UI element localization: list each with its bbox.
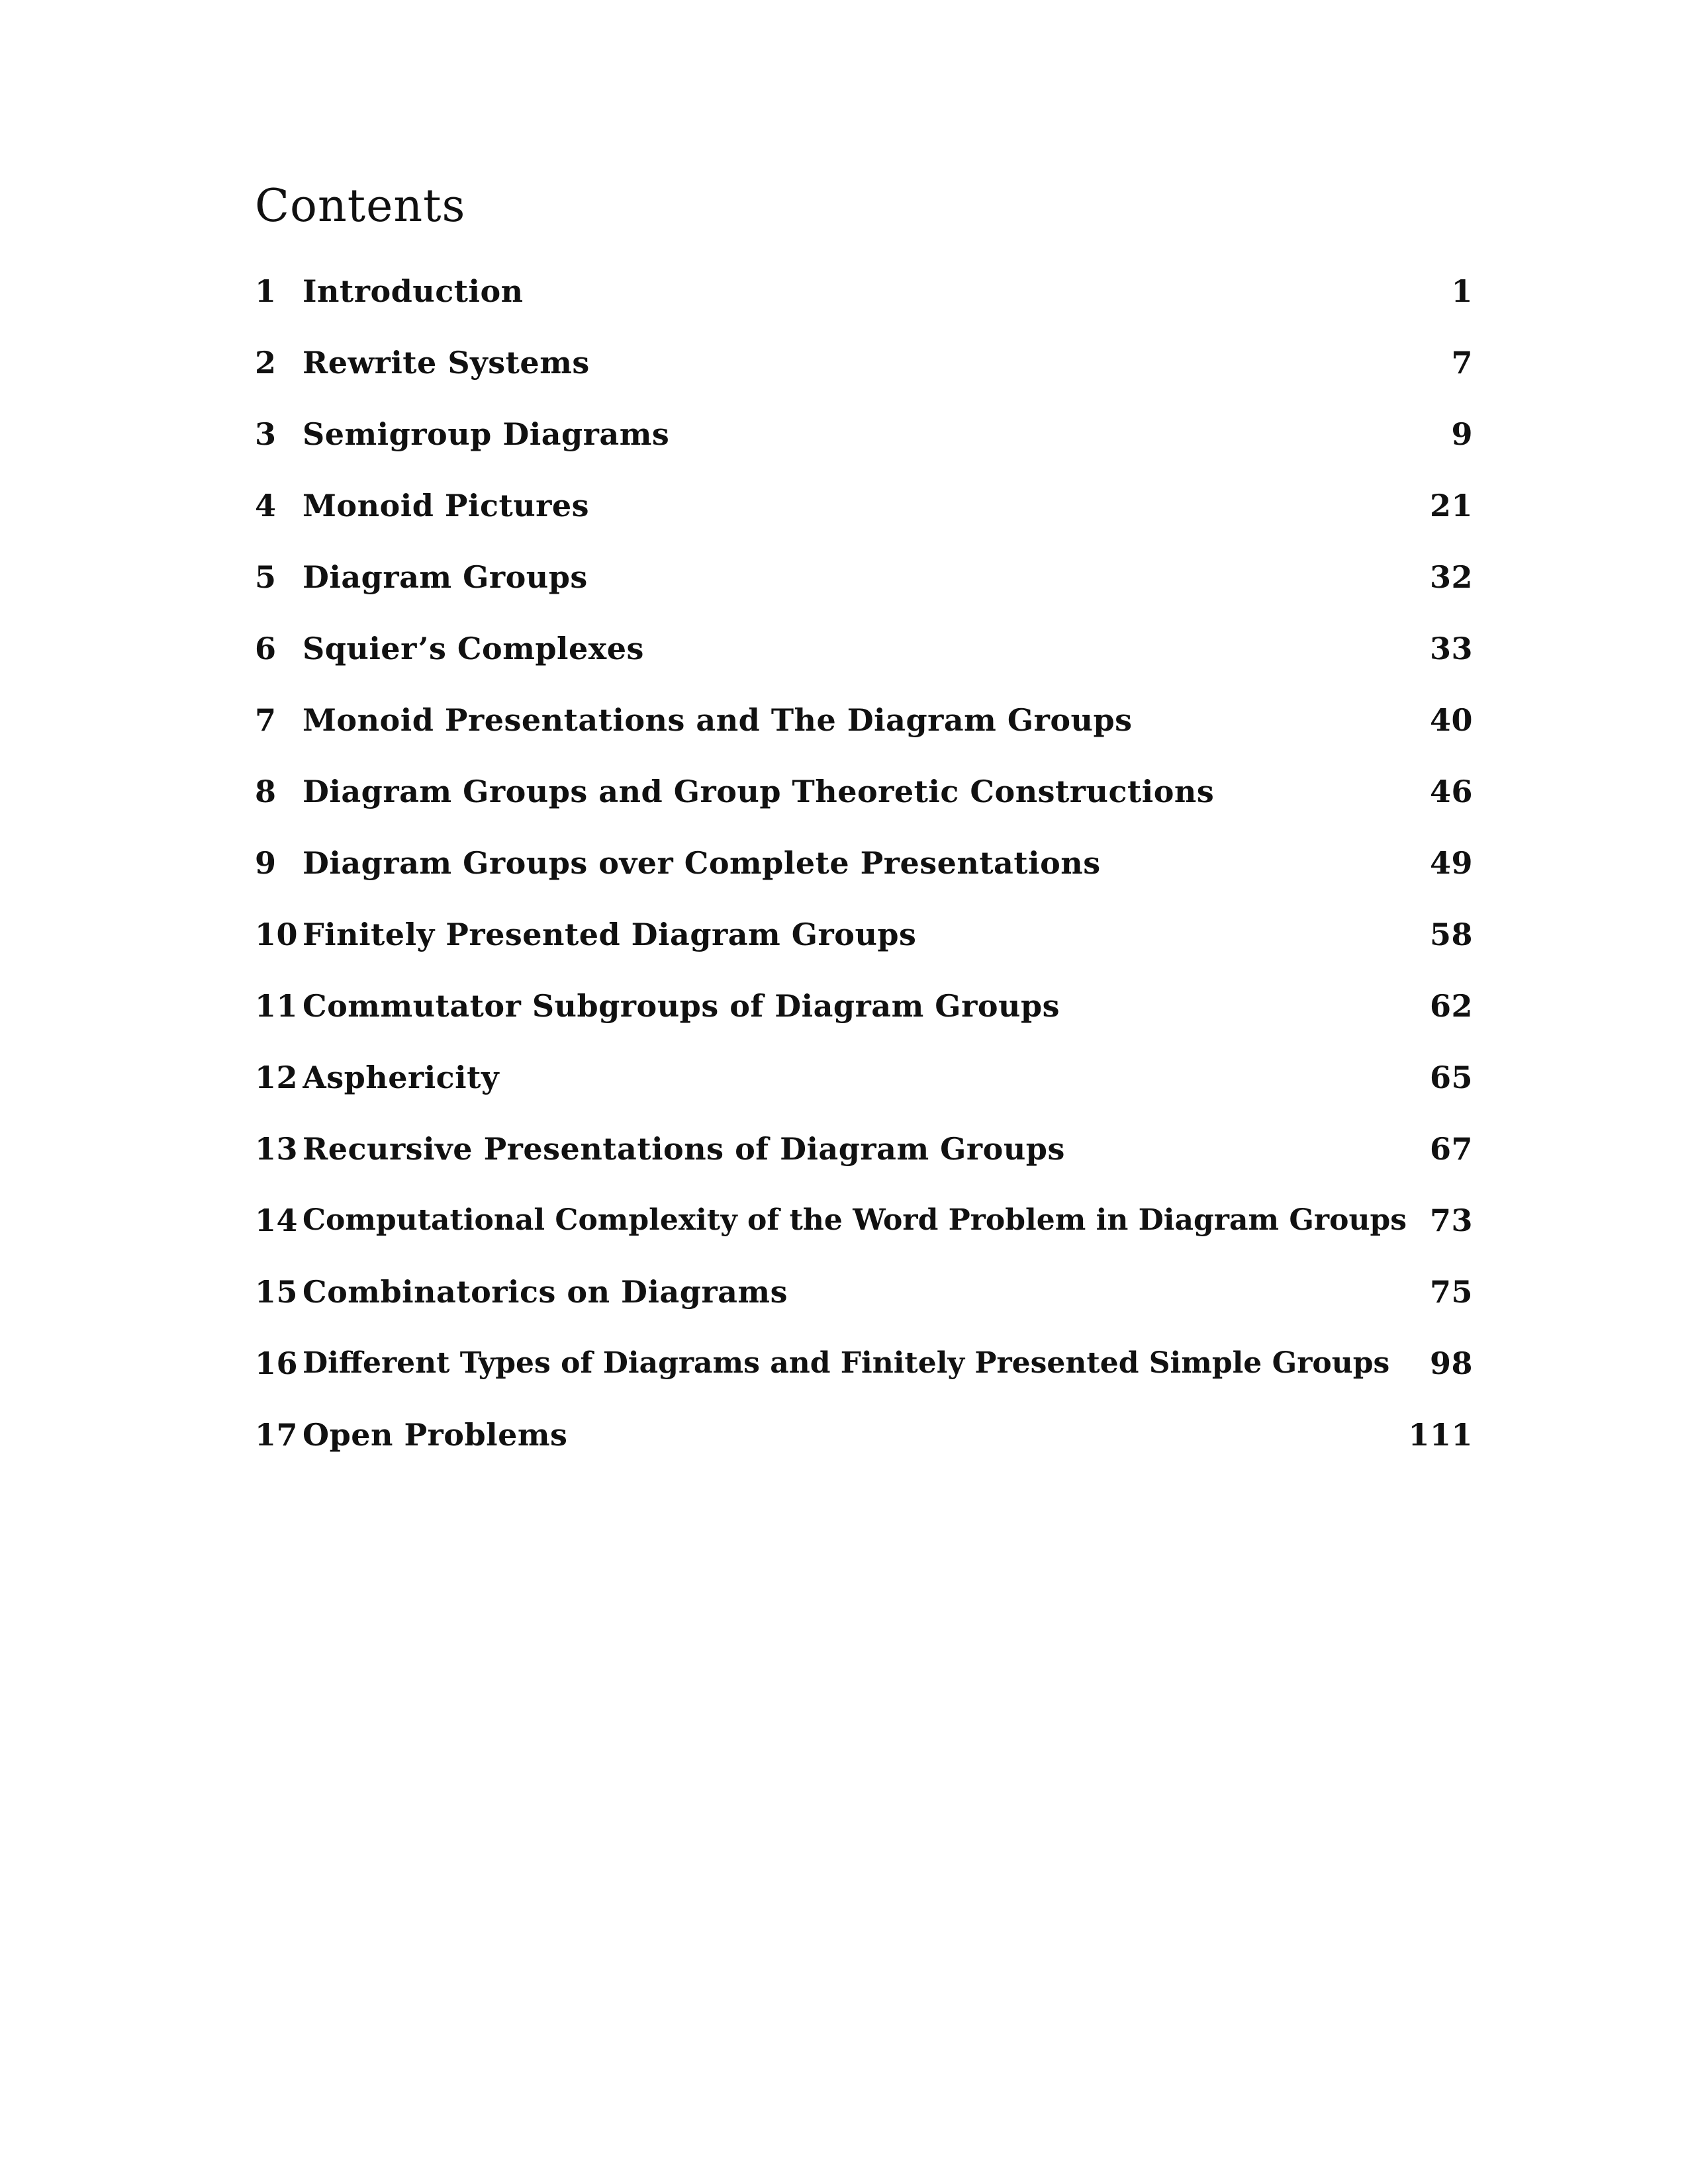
- toc-entry-title: Combinatorics on Diagrams: [303, 1274, 788, 1310]
- toc-entry[interactable]: [255, 486, 1473, 557]
- toc-entry-title: Diagram Groups and Group Theoretic Constructions: [303, 774, 1215, 809]
- toc-entry-page: 1: [1451, 273, 1473, 309]
- toc-entry-number: 16: [255, 1345, 299, 1381]
- toc-entry-number: 11: [255, 988, 299, 1024]
- toc-entry-title: Diagram Groups: [303, 559, 588, 595]
- toc-entry-title: Monoid Presentations and The Diagram Groups: [303, 702, 1133, 738]
- toc-entry[interactable]: [255, 557, 1473, 629]
- toc-entry-title: Semigroup Diagrams: [303, 416, 670, 452]
- table-of-contents: [255, 271, 1473, 1486]
- toc-entry-title: Finitely Presented Diagram Groups: [303, 917, 917, 952]
- toc-entry-title: Diagram Groups over Complete Presentations: [303, 845, 1101, 881]
- toc-entry-number: 12: [255, 1060, 299, 1095]
- toc-entry[interactable]: [255, 629, 1473, 700]
- toc-entry-number: 15: [255, 1274, 299, 1310]
- toc-entry-page: 32: [1429, 559, 1473, 595]
- toc-entry-page: 9: [1451, 416, 1473, 452]
- toc-entry-page: 73: [1429, 1203, 1473, 1238]
- toc-entry[interactable]: [255, 343, 1473, 414]
- toc-entry-page: 65: [1429, 1060, 1473, 1095]
- toc-entry-page: 46: [1429, 774, 1473, 809]
- toc-entry-page: 7: [1451, 345, 1473, 381]
- toc-entry-page: 33: [1429, 631, 1473, 666]
- toc-entry-number: 13: [255, 1131, 299, 1167]
- toc-entry[interactable]: [255, 843, 1473, 915]
- toc-entry-number: 3: [255, 416, 277, 452]
- toc-entry-title: Introduction: [303, 273, 524, 309]
- toc-entry-number: 17: [255, 1417, 299, 1453]
- toc-entry[interactable]: [255, 271, 1473, 343]
- toc-entry-page: 111: [1408, 1417, 1473, 1453]
- toc-entry[interactable]: [255, 700, 1473, 772]
- toc-entry[interactable]: [255, 915, 1473, 986]
- toc-entry-title: Rewrite Systems: [303, 345, 590, 381]
- toc-entry[interactable]: [255, 1415, 1473, 1486]
- toc-entry-number: 7: [255, 702, 277, 738]
- toc-entry-page: 98: [1429, 1345, 1473, 1381]
- toc-entry-number: 1: [255, 273, 277, 309]
- toc-entry[interactable]: [255, 1343, 1473, 1415]
- toc-entry-page: 75: [1429, 1274, 1473, 1310]
- toc-entry-title: Recursive Presentations of Diagram Groups: [303, 1131, 1065, 1167]
- toc-entry-number: 14: [255, 1203, 299, 1238]
- toc-entry-page: 49: [1429, 845, 1473, 881]
- toc-entry-title: Commutator Subgroups of Diagram Groups: [303, 988, 1060, 1024]
- toc-entry[interactable]: [255, 1272, 1473, 1343]
- toc-entry-title: Squier’s Complexes: [303, 631, 644, 666]
- toc-entry-title: Different Types of Diagrams and Finitely Presented Simple Groups: [303, 1346, 1390, 1380]
- toc-entry-number: 9: [255, 845, 277, 881]
- toc-entry-title: Computational Complexity of the Word Problem in Diagram Groups: [303, 1203, 1407, 1237]
- toc-entry-page: 40: [1429, 702, 1473, 738]
- toc-entry-title: Open Problems: [303, 1417, 568, 1453]
- toc-entry-title: Asphericity: [303, 1060, 500, 1095]
- toc-entry-number: 6: [255, 631, 277, 666]
- toc-entry[interactable]: [255, 1058, 1473, 1129]
- toc-entry[interactable]: [255, 1201, 1473, 1272]
- contents-heading: Contents: [255, 180, 466, 232]
- toc-entry[interactable]: [255, 986, 1473, 1058]
- toc-entry[interactable]: [255, 414, 1473, 486]
- toc-entry-page: 67: [1429, 1131, 1473, 1167]
- toc-entry-number: 10: [255, 917, 299, 952]
- toc-entry-number: 2: [255, 345, 277, 381]
- toc-entry-title: Monoid Pictures: [303, 488, 590, 523]
- toc-entry-number: 8: [255, 774, 277, 809]
- toc-entry-number: 5: [255, 559, 277, 595]
- toc-entry-number: 4: [255, 488, 277, 523]
- toc-entry[interactable]: [255, 772, 1473, 843]
- toc-entry-page: 62: [1429, 988, 1473, 1024]
- toc-entry-page: 58: [1429, 917, 1473, 952]
- toc-entry-page: 21: [1429, 488, 1473, 523]
- toc-entry[interactable]: [255, 1129, 1473, 1201]
